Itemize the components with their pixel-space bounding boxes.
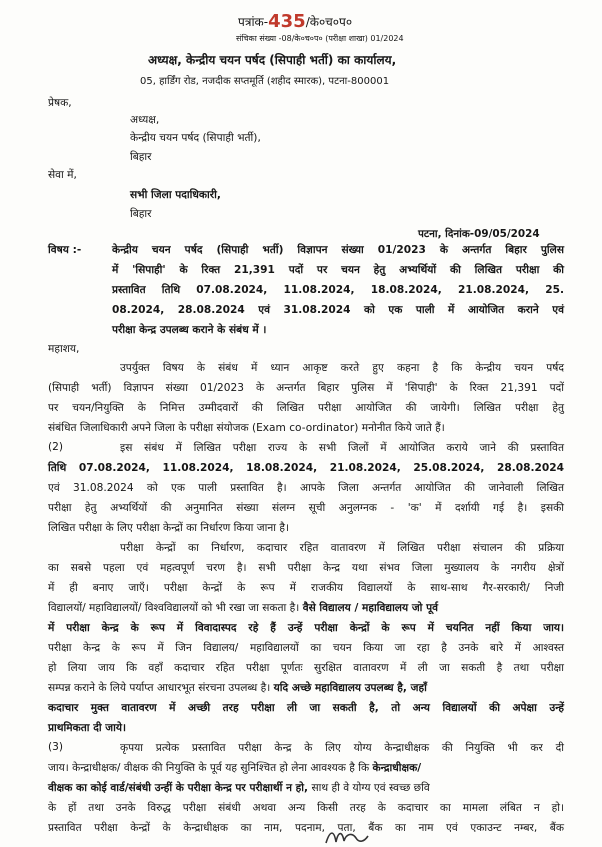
para2-line-1: इस संबंध में लिखित परीक्षा राज्य के सभी जिलों में आयोजित कराये जाने की प्रस्तावित [120,442,564,454]
para4-line-4: के हों तथा उनके विरुद्ध परीक्षा संबंधी अथवा अन्य किसी तरह के कदाचार का मामला लंबित न हो। [48,802,564,814]
para3-line-2: का सबसे पहला एवं महत्वपूर्ण चरण है। सभी परीक्षा केन्द्र यथा संभव जिला मुख्यालय के नगरीय क्षेत्रों [48,562,564,574]
para4-line-3: वीक्षक का कोई वार्ड/संबंधी उन्हीं के परीक्षा केन्द्र पर परीक्षार्थी न हो, साथ ही वे योग्य एवं स्वच्छ छवि [48,782,430,794]
subject-line-1: केन्द्रीय चयन पर्षद (सिपाही भर्ती) विज्ञापन संख्या 01/2023 के अन्तर्गत बिहार पुलिस [112,244,564,256]
office-title: अध्यक्ष, केन्द्रीय चयन पर्षद (सिपाही भर्ती) का कार्यालय, [148,53,397,67]
para3-line-10: प्राथमिकता दी जाये। [48,722,127,734]
para2-number: (2) [48,441,64,453]
sender-line-3: बिहार [130,151,152,163]
recipient-line-1: सभी जिला पदाधिकारी, [130,189,221,201]
para3-line-5: में परीक्षा केन्द्र के रूप में विवादास्पद रहे हैं उन्हें परीक्षा केन्द्रों के रूप में चयनित नहीं किया जाय। [48,622,564,634]
para2-line-4: परीक्षा हेतु अभ्यर्थियों की अनुमानित संख्या संलग्न सूची अनुलग्नक - 'क' में दर्शायी गई है। इसकी [48,502,564,514]
para2-line-2: तिथि 07.08.2024, 11.08.2024, 18.08.2024, 21.08.2024, 25.08.2024, 28.08.2024 [48,462,564,474]
para2-line-3: एवं 31.08.2024 को एक पाली प्रस्तावित है। आपके जिला अन्तर्गत आयोजित की जानेवाली लिखित [48,482,564,494]
para4-number: (3) [48,741,64,753]
para4-line-2: जाय। केन्द्राधीक्षक/ वीक्षक की नियुक्ति के पूर्व यह सुनिश्चित हो लेना आवश्यक है कि केन्द्राधीक्षक/ [48,762,422,774]
para3-line-1: परीक्षा केन्द्रों का निर्धारण, कदाचार रहित वातावरण में लिखित परीक्षा संचालन की प्रक्रिया [120,542,564,554]
para4-line-1: कृपया प्रत्येक प्रस्तावित परीक्षा केन्द्र के लिए योग्य केन्द्राधीक्षक की नियुक्ति भी कर दी [120,742,564,754]
para4-line-5: प्रस्तावित परीक्षा केन्द्रों के केन्द्राधीक्षक का नाम, पदनाम, पता, बैंक का नाम एवं एकाउन्ट नम्बर, बैंक [48,822,564,834]
sender-line-2: केन्द्रीय चयन पर्षद (सिपाही भर्ती), [130,132,261,144]
signature-mark [322,826,382,847]
file-reference: संचिका संख्या -08/के०च०प० (परीक्षा शाखा) 01/2024 [236,34,404,43]
para3-line-9: कदाचार मुक्त वातावरण में अच्छी तरह परीक्षा ली जा सकती है, तो अन्य विद्यालयों की अपेक्षा उन्हें [48,702,564,714]
para1-line-3: पर चयन/नियुक्ति के निमित्त उम्मीदवारों की लिखित परीक्षा आयोजित की जायेगी। लिखित परीक्षा हेतु [48,402,564,414]
para3-line-3: में ही बनाए जाएँ। परीक्षा केन्द्रों के रूप में राजकीय विद्यालयों के साथ-साथ गैर-सरकारी/ निजी [48,582,564,594]
subject-line-5: परीक्षा केन्द्र उपलब्ध कराने के संबंध में । [112,324,267,336]
para3-line-7: हो लिया जाय कि वहाँ कदाचार रहित परीक्षा पूर्णतः सुरक्षित वातावरण में ली जा सकती है तथा परीक्षा [48,662,564,674]
office-address: 05, हार्डिंग रोड, नजदीक सप्तमूर्ति (शहीद स्मारक), पटना-800001 [140,76,390,87]
para1-line-2: (सिपाही भर्ती) विज्ञापन संख्या 01/2023 के अन्तर्गत बिहार पुलिस में 'सिपाही' के रिक्त 21,391 पदों [48,382,564,394]
subject-label: विषय :- [48,244,82,256]
subject-line-3: प्रस्तावित तिथि 07.08.2024, 11.08.2024, 18.08.2024, 21.08.2024, 25. [112,284,564,296]
para1-line-1: उपर्युक्त विषय के संबंध में ध्यान आकृष्ट करते हुए कहना है कि केन्द्रीय चयन पर्षद [120,362,564,374]
para3-line-8: सम्पन्न कराने के लिये पर्याप्त आधारभूत संरचना उपलब्ध है। यदि अच्छे महाविद्यालय उपलब्ध है, जहाँ [48,682,427,694]
para3-line-4: विद्यालयों/ महाविद्यालयों/ विश्वविद्यालयों को भी रखा जा सकता है। वैसे विद्यालय / महाविद्यालय जो पूर्व [48,602,439,614]
sender-line-1: अध्यक्ष, [130,114,160,126]
recipient-label: सेवा में, [48,169,77,181]
recipient-line-2: बिहार [130,208,152,220]
para3-line-6: परीक्षा केन्द्र के रूप में जिन विद्यालय/ महाविद्यालयों का चयन किया जा रहा है उनके बारे में आश्वस्त [48,642,564,654]
salutation: महाशय, [48,343,80,355]
subject-line-4: 08.2024, 28.08.2024 एवं 31.08.2024 को एक पाली में आयोजित कराने एवं [112,304,564,316]
sender-label: प्रेषक, [48,97,72,109]
letter-number: पत्रांक-435/के०च०प० [238,11,353,32]
handwritten-number: 435 [268,11,306,32]
letter-date: पटना, दिनांक-09/05/2024 [418,228,540,240]
para2-line-5: लिखित परीक्षा के लिए परीक्षा केन्द्रों का निर्धारण किया जाना है। [48,522,290,534]
subject-line-2: में 'सिपाही' के रिक्त 21,391 पदों पर चयन हेतु अभ्यर्थियों की लिखित परीक्षा की [112,264,564,276]
para1-line-4: संबंधित जिलाधिकारी अपने जिला के परीक्षा संयोजक (Exam co-ordinator) मनोनीत किये जाते हैं। [48,422,445,434]
